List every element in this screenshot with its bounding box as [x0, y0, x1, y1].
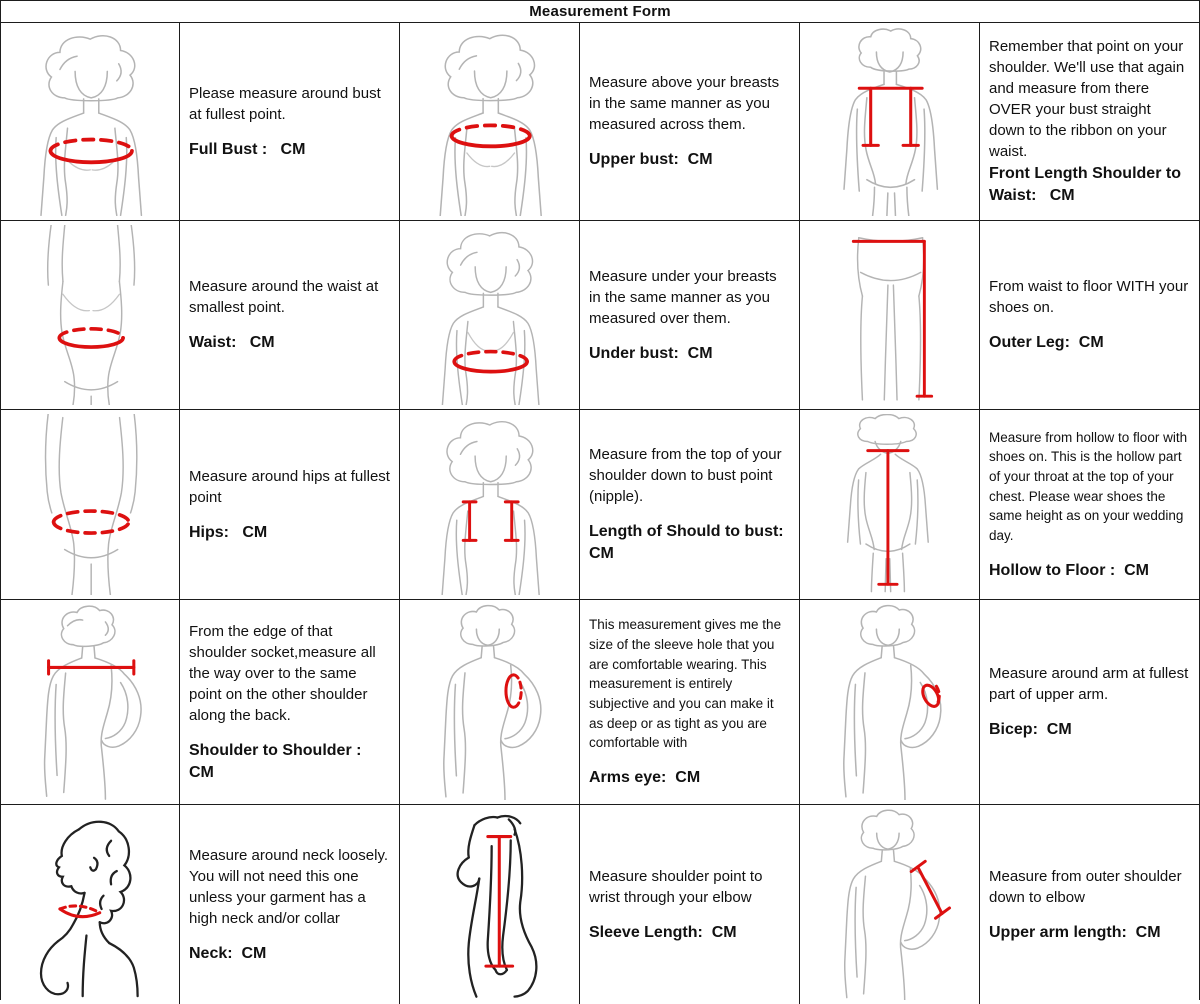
- cell-bicep: [980, 600, 1199, 805]
- figure-cell-under-bust: [400, 221, 580, 410]
- waist-label: Waist: CM: [189, 334, 275, 352]
- upper-bust-label: Upper bust: CM: [589, 151, 713, 169]
- outer-leg-figure-icon: [804, 225, 976, 405]
- hollow-to-floor-figure-icon: [804, 414, 976, 595]
- cell-under-bust: [580, 221, 800, 410]
- sleeve-length-description: Measure shoulder point to wrist through your elbow: [589, 867, 763, 906]
- shoulder-to-bust-figure-icon: [404, 414, 576, 595]
- bicep-figure-icon: [804, 604, 976, 800]
- sleeve-length-figure-icon: [404, 809, 576, 1000]
- upper-arm-length-figure-icon: [804, 809, 976, 1000]
- upper-bust-description: Measure above your breasts in the same manner as you measured across them.: [589, 74, 780, 134]
- neck-label: Neck: CM: [189, 944, 267, 962]
- hollow-to-floor-description: Measure from hollow to floor with shoes on. This is the hollow part of your throat at the top of your chest. Please wear shoes the same height as on your wedding day.: [989, 429, 1188, 544]
- shoulder-to-shoulder-description: From the edge of that shoulder socket,measure all the way over to the same point on the other shoulder along the back.: [189, 622, 376, 724]
- figure-cell-shoulder-to-bust: [400, 410, 580, 600]
- cell-upper-bust: [580, 23, 800, 221]
- figure-cell-neck: [1, 805, 180, 1004]
- figure-cell-hollow-to-floor: [800, 410, 980, 600]
- cell-full-bust: [180, 23, 400, 221]
- page-title: Measurement Form: [1, 1, 1199, 23]
- hips-description: Measure around hips at fullest point: [189, 467, 390, 506]
- under-bust-figure-icon: [404, 225, 576, 405]
- shoulder-to-bust-description: Measure from the top of your shoulder down to bust point (nipple).: [589, 446, 782, 506]
- shoulder-to-shoulder-label: Shoulder to Shoulder : CM: [189, 741, 366, 781]
- figure-cell-outer-leg: [800, 221, 980, 410]
- arms-eye-description: This measurement gives me the size of the sleeve hole that you are comfortable wearing. This measurement is entirely subjective and you can make it as deep or as tight as you are comfortable with: [589, 617, 782, 751]
- under-bust-description: Measure under your breasts in the same manner as you measured over them.: [589, 267, 777, 327]
- waist-figure-icon: [5, 225, 176, 405]
- full-bust-description: Please measure around bust at fullest point.: [189, 84, 381, 123]
- cell-hollow-to-floor: [980, 410, 1199, 600]
- cell-arms-eye: [580, 600, 800, 805]
- cell-shoulder-to-shoulder: [180, 600, 400, 805]
- figure-cell-waist: [1, 221, 180, 410]
- cell-hips: [180, 410, 400, 600]
- hips-label: Hips: CM: [189, 523, 268, 541]
- upper-arm-length-description: Measure from outer shoulder down to elbow: [989, 867, 1182, 906]
- outer-leg-description: From waist to floor WITH your shoes on.: [989, 278, 1189, 317]
- under-bust-label: Under bust: CM: [589, 344, 713, 362]
- figure-cell-bicep: [800, 600, 980, 805]
- cell-upper-arm-length: [980, 805, 1199, 1004]
- bicep-description: Measure around arm at fullest part of upper arm.: [989, 665, 1189, 704]
- cell-sleeve-length: [580, 805, 800, 1004]
- front-length-description: Remember that point on your shoulder. We'll use that again and measure from there OVER your bust straight down to the ribbon on your waist.: [989, 38, 1185, 161]
- figure-cell-upper-bust: [400, 23, 580, 221]
- figure-cell-front-length: [800, 23, 980, 221]
- sleeve-length-label: Sleeve Length: CM: [589, 923, 737, 941]
- cell-outer-leg: [980, 221, 1199, 410]
- measurement-grid: [1, 23, 1199, 1004]
- outer-leg-label: Outer Leg: CM: [989, 334, 1104, 352]
- front-length-label: Front Length Shoulder to Waist: CM: [989, 165, 1186, 204]
- neck-description: Measure around neck loosely. You will not need this one unless your garment has a high neck and/or collar: [189, 846, 388, 927]
- figure-cell-shoulder-to-shoulder: [1, 600, 180, 805]
- bicep-label: Bicep: CM: [989, 721, 1072, 739]
- figure-cell-upper-arm-length: [800, 805, 980, 1004]
- figure-cell-arms-eye: [400, 600, 580, 805]
- shoulder-to-shoulder-figure-icon: [5, 604, 176, 800]
- arms-eye-figure-icon: [404, 604, 576, 800]
- waist-description: Measure around the waist at smallest point.: [189, 278, 379, 317]
- hips-figure-icon: [5, 414, 176, 595]
- figure-cell-sleeve-length: [400, 805, 580, 1004]
- neck-figure-icon: [5, 809, 176, 1000]
- cell-neck: [180, 805, 400, 1004]
- hollow-to-floor-label: Hollow to Floor : CM: [989, 561, 1149, 579]
- arms-eye-label: Arms eye: CM: [589, 769, 701, 787]
- cell-waist: [180, 221, 400, 410]
- upper-arm-length-label: Upper arm length: CM: [989, 923, 1161, 941]
- figure-cell-full-bust: [1, 23, 180, 221]
- shoulder-to-bust-label: Length of Should to bust: CM: [589, 523, 793, 562]
- cell-front-length: [980, 23, 1199, 221]
- front-length-figure-icon: [804, 27, 976, 216]
- cell-shoulder-to-bust: [580, 410, 800, 600]
- figure-cell-hips: [1, 410, 180, 600]
- full-bust-label: Full Bust : CM: [189, 140, 306, 158]
- full-bust-figure-icon: [5, 27, 176, 216]
- upper-bust-figure-icon: [404, 27, 576, 216]
